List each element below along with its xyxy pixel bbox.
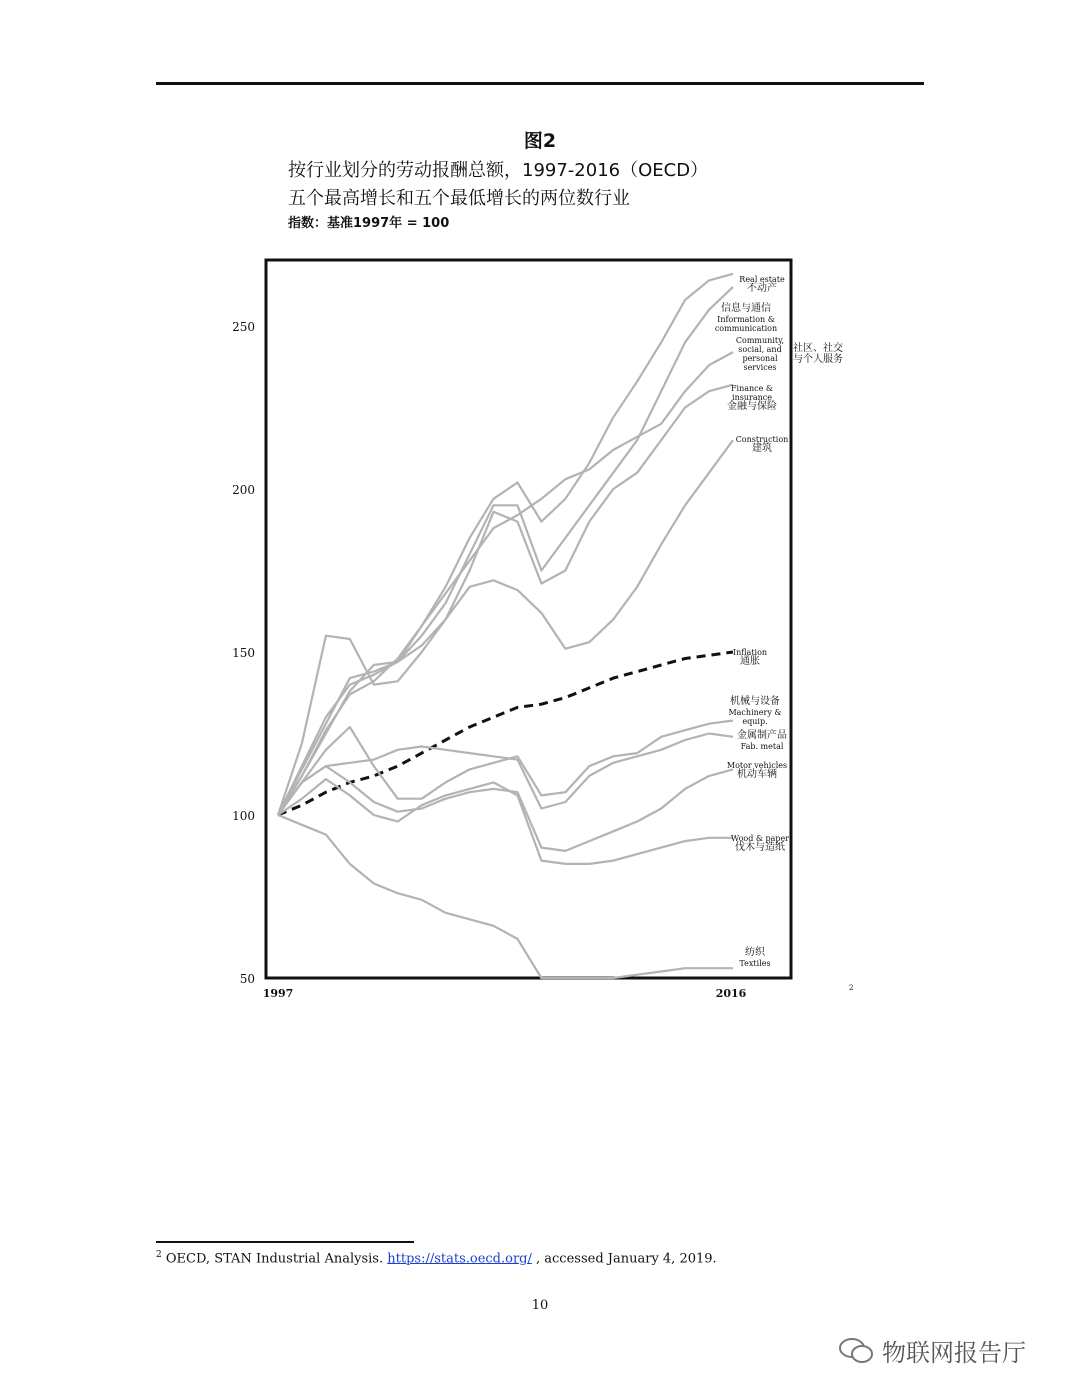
series-line-fab_metal (278, 734, 733, 816)
series-label-machinery: equip. (742, 717, 768, 726)
series-line-textiles (278, 815, 733, 978)
series-label-inflation: 通胀 (740, 656, 760, 667)
series-label-community: social, and (738, 345, 782, 354)
series-line-machinery (278, 721, 733, 816)
chart-frame (266, 260, 791, 978)
series-label-construction: 建筑 (752, 443, 772, 454)
series-label-construction: Construction (735, 435, 789, 444)
series-label-community-zh: 社区、社交 (793, 343, 843, 354)
chat-bubble-icon (838, 1336, 874, 1366)
series-label-textiles: Textiles (739, 959, 771, 968)
x-tick-label: 2016 (715, 987, 747, 1000)
series-label-wood: 伐木与造纸 (735, 842, 785, 853)
series-label-finance: insurance (732, 393, 772, 402)
series-line-finance (278, 385, 733, 815)
y-tick-label: 150 (232, 646, 255, 660)
series-label-community: services (743, 363, 777, 372)
footnote-link[interactable]: https://stats.oecd.org/ (387, 1251, 532, 1267)
series-label-motor: 机动车辆 (737, 769, 777, 780)
series-line-motor (278, 766, 733, 851)
series-line-real_estate (278, 274, 733, 815)
figure-number: 图2 (523, 130, 557, 152)
series-label-wood: Wood & paper (730, 834, 790, 843)
series-label-real-estate: 不动产 (747, 283, 777, 294)
series-label-real-estate: Real estate (739, 275, 785, 284)
chart-footnote-marker: 2 (849, 984, 854, 992)
series-label-community-zh: 与个人服务 (793, 354, 843, 365)
footnote (156, 1250, 717, 1266)
figure-title-line1: 按行业划分的劳动报酬总额，1997-2016（OECD） (288, 160, 709, 181)
footnote-text-after: , accessed January 4, 2019. (531, 1251, 717, 1267)
footnote-rule (156, 1241, 414, 1243)
series-label-fab-metal: Fab. metal (740, 742, 784, 751)
series-label-textiles: 纺织 (745, 947, 765, 958)
series-label-machinery: Machinery & (728, 708, 782, 717)
y-tick-label: 100 (232, 809, 255, 823)
series-label-community: Community, (735, 336, 785, 345)
y-tick-label: 250 (232, 320, 255, 334)
y-tick-label: 50 (239, 972, 255, 986)
footnote-text-before: OECD, STAN Industrial Analysis. (165, 1251, 388, 1267)
footnote-marker: 2 (156, 1250, 162, 1260)
series-label-info: Information & (717, 315, 775, 324)
series-label-motor: Motor vehicles (726, 761, 788, 770)
credit-watermark (838, 1333, 1026, 1368)
figure-subtitle: 指数：基准1997年 = 100 (288, 216, 450, 231)
series-label-info: communication (714, 324, 778, 333)
series-label-fab-metal: 金属制产品 (737, 730, 787, 741)
series-line-community (278, 352, 733, 815)
credit-text: 物联网报告厅 (882, 1339, 1026, 1367)
y-tick-label: 200 (232, 483, 255, 497)
series-label-finance: Finance & (730, 384, 774, 393)
series-line-wood (278, 779, 733, 864)
series-label-machinery: 机械与设备 (730, 696, 780, 707)
series-label-inflation: Inflation (732, 648, 768, 657)
series-label-info: 信息与通信 (721, 303, 771, 314)
figure-title-line2: 五个最高增长和五个最低增长的两位数行业 (288, 188, 630, 209)
series-label-finance: 金融与保险 (727, 401, 777, 412)
series-label-community: personal (742, 354, 778, 363)
x-tick-label: 1997 (262, 987, 294, 1000)
page-number: 10 (531, 1298, 549, 1313)
